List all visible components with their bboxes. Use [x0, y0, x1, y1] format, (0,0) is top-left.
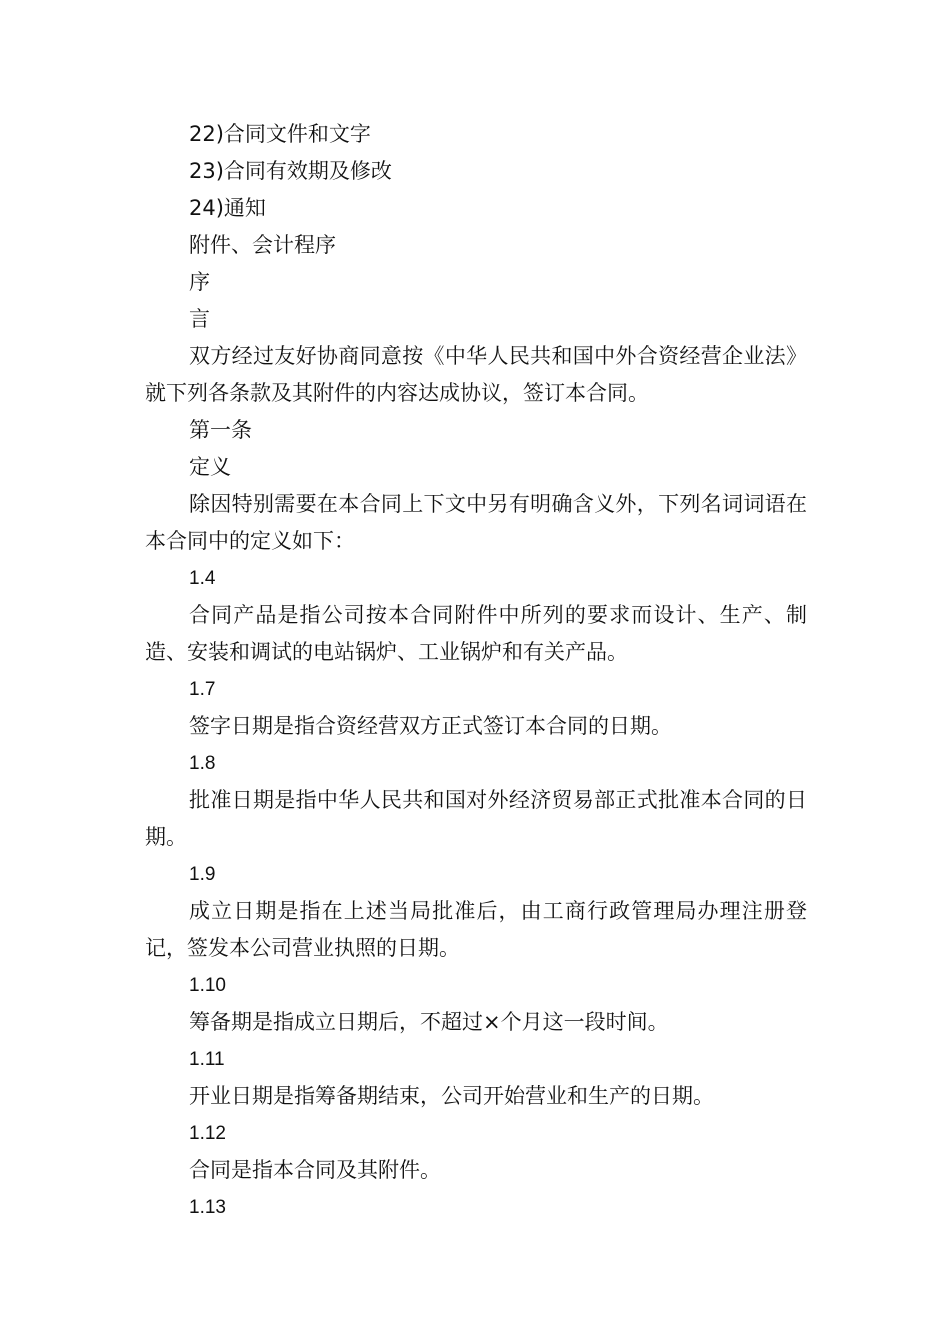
clause-text: 签字日期是指合资经营双方正式签订本合同的日期。: [189, 714, 672, 738]
clause-number: 1.4: [189, 568, 216, 589]
article-number: 第一条: [189, 418, 252, 442]
article-title: 定义: [189, 455, 231, 479]
preamble-heading-char-1: 序: [189, 270, 210, 294]
preamble-paragraph: 双方经过友好协商同意按《中华人民共和国中外合资经营企业法》就下列各条款及其附件的内容达成协议，签订本合同。: [145, 344, 807, 405]
clause-number: 1.9: [189, 864, 216, 885]
clause-text: 开业日期是指筹备期结束，公司开始营业和生产的日期。: [189, 1084, 714, 1108]
clause-number: 1.8: [189, 753, 216, 774]
toc-item-appendix: 附件、会计程序: [189, 233, 336, 257]
clause-number: 1.13: [189, 1197, 226, 1218]
clause-number: 1.7: [189, 679, 216, 700]
clause-text: 成立日期是指在上述当局批准后，由工商行政管理局办理注册登记，签发本公司营业执照的日期。: [145, 899, 807, 960]
preamble-heading-char-2: 言: [189, 307, 210, 331]
clause-text: 合同是指本合同及其附件。: [189, 1158, 441, 1182]
clause-text: 批准日期是指中华人民共和国对外经济贸易部正式批准本合同的日期。: [145, 788, 807, 849]
toc-item-22: 22)合同文件和文字: [189, 122, 371, 146]
clause-number: 1.10: [189, 975, 226, 996]
clause-number: 1.11: [189, 1049, 225, 1070]
clause-number: 1.12: [189, 1123, 226, 1144]
article-intro-paragraph: 除因特别需要在本合同上下文中另有明确含义外，下列名词词语在本合同中的定义如下：: [145, 492, 807, 553]
toc-item-23: 23)合同有效期及修改: [189, 159, 392, 183]
toc-item-24: 24)通知: [189, 196, 266, 220]
document-body: [145, 116, 807, 1226]
clause-text: 筹备期是指成立日期后，不超过×个月这一段时间。: [189, 1010, 669, 1034]
clause-text: 合同产品是指公司按本合同附件中所列的要求而设计、生产、制造、安装和调试的电站锅炉、工业锅炉和有关产品。: [145, 603, 807, 664]
